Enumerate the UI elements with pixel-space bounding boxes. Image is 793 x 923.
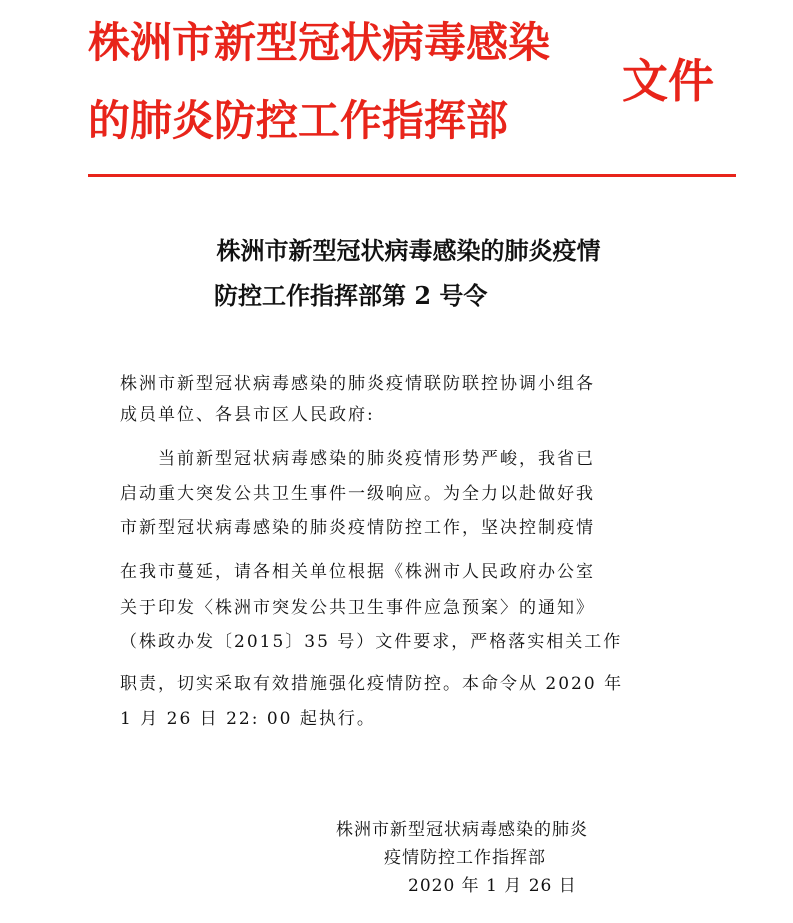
body-line: 当前新型冠状病毒感染的肺炎疫情形势严峻，我省已 xyxy=(120,449,595,469)
body-line: 在我市蔓延，请各相关单位根据《株洲市人民政府办公室 xyxy=(120,562,595,582)
title-line-1: 株洲市新型冠状病毒感染的肺炎疫情 xyxy=(216,236,601,265)
document-type-label: 文件 xyxy=(622,54,714,108)
issuing-org-line1: 株洲市新型冠状病毒感染 xyxy=(88,18,551,67)
body-line: 启动重大突发公共卫生事件一级响应。为全力以赴做好我 xyxy=(120,484,595,504)
body-line: 关于印发〈株洲市突发公共卫生事件应急预案〉的通知》 xyxy=(120,598,595,618)
signature-org-line2: 疫情防控工作指挥部 xyxy=(384,848,546,868)
body-line: 成员单位、各县市区人民政府: xyxy=(120,405,375,425)
body-line: 1 月 26 日 22: 00 起执行。 xyxy=(120,709,376,729)
body-line: 职责，切实采取有效措施强化疫情防控。本命令从 2020 年 xyxy=(120,674,624,694)
issuing-org-line2: 的肺炎防控工作指挥部 xyxy=(88,96,509,145)
body-line: 市新型冠状病毒感染的肺炎疫情防控工作，坚决控制疫情 xyxy=(120,518,595,538)
header-red-divider xyxy=(88,174,736,177)
title-line-2: 防控工作指挥部第 2 号令 xyxy=(214,281,488,310)
body-line: （株政办发〔2015〕35 号）文件要求，严格落实相关工作 xyxy=(120,632,623,652)
body-line: 株洲市新型冠状病毒感染的肺炎疫情联防联控协调小组各 xyxy=(120,374,595,394)
signature-date: 2020 年 1 月 26 日 xyxy=(408,876,577,896)
signature-org-line1: 株洲市新型冠状病毒感染的肺炎 xyxy=(336,820,588,840)
